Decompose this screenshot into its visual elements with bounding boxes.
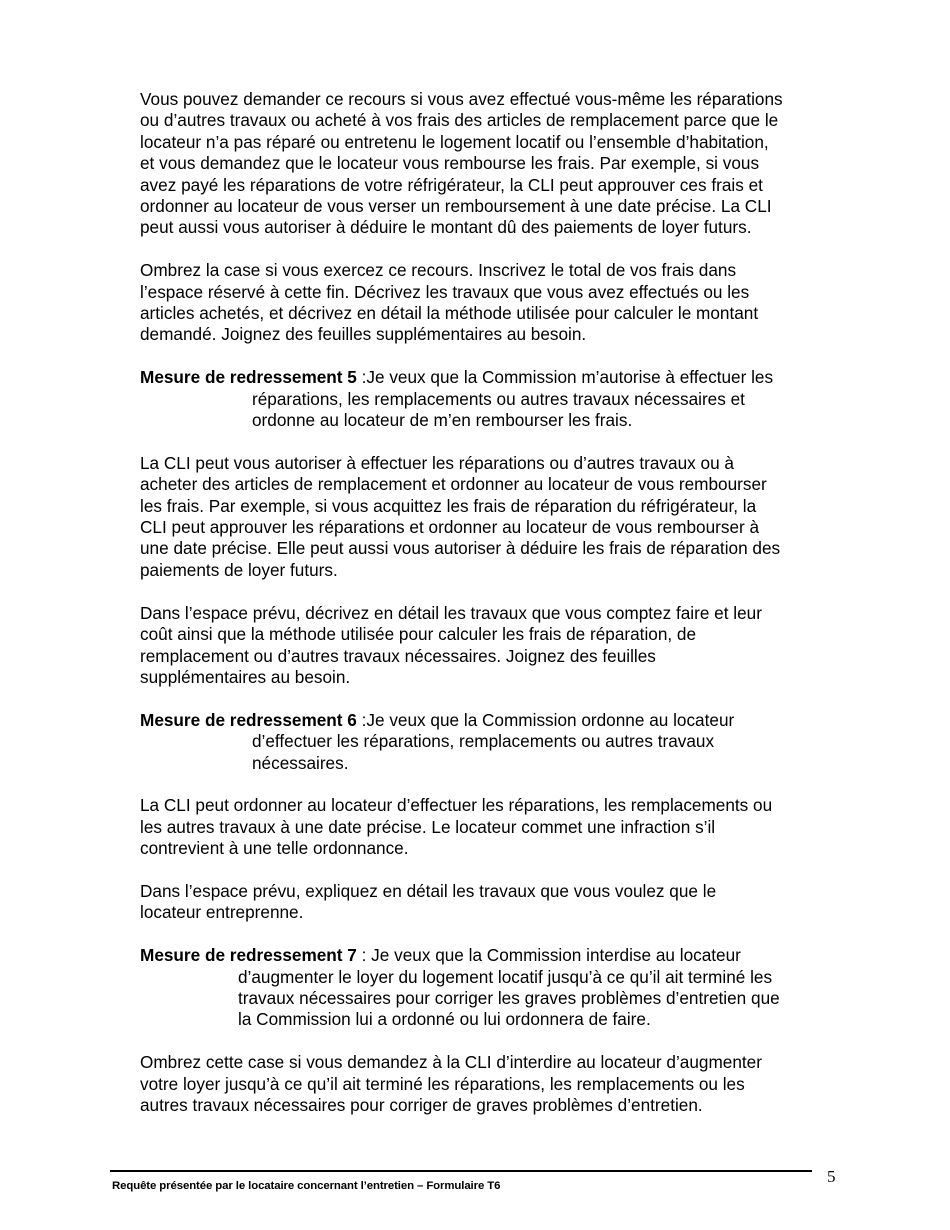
remedy-7-text-line: travaux nécessaires pour corriger les graves problèmes d’entretien que xyxy=(238,987,780,1008)
text-line: Dans l’espace prévu, décrivez en détail les travaux que vous comptez faire et leur xyxy=(140,602,762,623)
remedy-6-text-line: nécessaires. xyxy=(252,752,349,773)
text-line: autres travaux nécessaires pour corriger de graves problèmes d’entretien. xyxy=(140,1094,703,1115)
remedy-5-label: Mesure de redressement 5 xyxy=(140,367,357,388)
remedy-5-text-line: réparations, les remplacements ou autres travaux nécessaires et xyxy=(252,388,745,409)
remedy-7-text-line: la Commission lui a ordonné ou lui ordonnera de faire. xyxy=(238,1009,651,1030)
text-line: les autres travaux à une date précise. Le locateur commet une infraction s’il xyxy=(140,816,716,837)
page-body xyxy=(140,89,840,1138)
remedy-5-text: :Je veux que la Commission m’autorise à effectuer les xyxy=(356,367,774,388)
text-line: Ombrez la case si vous exercez ce recours. Inscrivez le total de vos frais dans xyxy=(140,260,737,281)
paragraph-remedy-6-instructions xyxy=(140,881,840,924)
text-line: l’espace réservé à cette fin. Décrivez les travaux que vous avez effectués ou les xyxy=(140,281,750,302)
text-line: une date précise. Elle peut aussi vous autoriser à déduire les frais de réparation des xyxy=(140,538,781,559)
text-line: avez payé les réparations de votre réfrigérateur, la CLI peut approuver ces frais et xyxy=(140,174,763,195)
text-line: acheter des articles de remplacement et ordonner au locateur de vous rembourser xyxy=(140,474,767,495)
text-line: La CLI peut ordonner au locateur d’effectuer les réparations, les remplacements ou xyxy=(140,795,773,816)
remedy-5-first-line xyxy=(140,367,840,388)
text-line: ou d’autres travaux ou acheté à vos frais des articles de remplacement parce que le xyxy=(140,110,779,131)
remedy-6-text: :Je veux que la Commission ordonne au locateur xyxy=(356,709,735,730)
remedy-6-first-line xyxy=(140,710,840,731)
text-line: remplacement ou d’autres travaux nécessaires. Joignez des feuilles xyxy=(140,645,656,666)
remedy-7-label: Mesure de redressement 7 xyxy=(140,945,357,966)
paragraph-remedy-5-explanation xyxy=(140,453,840,581)
page-number: 5 xyxy=(827,1167,836,1186)
text-line: et vous demandez que le locateur vous rembourse les frais. Par exemple, si vous xyxy=(140,153,760,174)
text-line: votre loyer jusqu’à ce qu’il ait terminé les réparations, les remplacements ou les xyxy=(140,1073,745,1094)
footer-divider xyxy=(110,1170,812,1172)
text-line: paiements de loyer futurs. xyxy=(140,559,338,580)
text-line: La CLI peut vous autoriser à effectuer les réparations ou d’autres travaux ou à xyxy=(140,452,734,473)
text-line: locateur entreprenne. xyxy=(140,902,304,923)
remedy-7-first-line xyxy=(140,945,840,966)
paragraph-remedy-7-explanation xyxy=(140,1052,840,1116)
text-line: articles achetés, et décrivez en détail la méthode utilisée pour calculer le montant xyxy=(140,303,759,324)
text-line: demandé. Joignez des feuilles supplémentaires au besoin. xyxy=(140,324,587,345)
remedy-5 xyxy=(140,367,840,431)
text-line: contrevient à une telle ordonnance. xyxy=(140,838,409,859)
text-line: ordonner au locateur de vous verser un remboursement à une date précise. La CLI xyxy=(140,196,772,217)
paragraph-remedy-6-explanation xyxy=(140,795,840,859)
text-line: Vous pouvez demander ce recours si vous avez effectué vous-même les réparations xyxy=(140,89,783,109)
text-line: peut aussi vous autoriser à déduire le montant dû des paiements de loyer futurs. xyxy=(140,217,752,238)
text-line: Ombrez cette case si vous demandez à la CLI d’interdire au locateur d’augmenter xyxy=(140,1052,762,1073)
footer-title: Requête présentée par le locataire concernant l’entretien – Formulaire T6 xyxy=(112,1180,501,1192)
paragraph-remedy-5-instructions xyxy=(140,603,840,689)
paragraph-reimbursement-intro xyxy=(140,89,840,239)
remedy-5-text-line: ordonne au locateur de m’en rembourser les frais. xyxy=(252,410,633,431)
remedy-6-text-line: d’effectuer les réparations, remplacements ou autres travaux xyxy=(252,731,715,752)
remedy-7-text: : Je veux que la Commission interdise au locateur xyxy=(356,945,741,966)
text-line: CLI peut approuver les réparations et ordonner au locateur de vous rembourser à xyxy=(140,517,760,538)
remedy-7-text-line: d’augmenter le loyer du logement locatif jusqu’à ce qu’il ait terminé les xyxy=(238,966,773,987)
remedy-6 xyxy=(140,710,840,774)
text-line: supplémentaires au besoin. xyxy=(140,666,351,687)
remedy-6-label: Mesure de redressement 6 xyxy=(140,709,357,730)
remedy-7 xyxy=(140,945,840,1031)
text-line: coût ainsi que la méthode utilisée pour calculer les frais de réparation, de xyxy=(140,624,697,645)
paragraph-reimbursement-instructions xyxy=(140,260,840,346)
text-line: les frais. Par exemple, si vous acquittez les frais de réparation du réfrigérateur, la xyxy=(140,495,757,516)
text-line: Dans l’espace prévu, expliquez en détail les travaux que vous voulez que le xyxy=(140,880,717,901)
text-line: locateur n’a pas réparé ou entretenu le logement locatif ou l’ensemble d’habitation, xyxy=(140,131,769,152)
